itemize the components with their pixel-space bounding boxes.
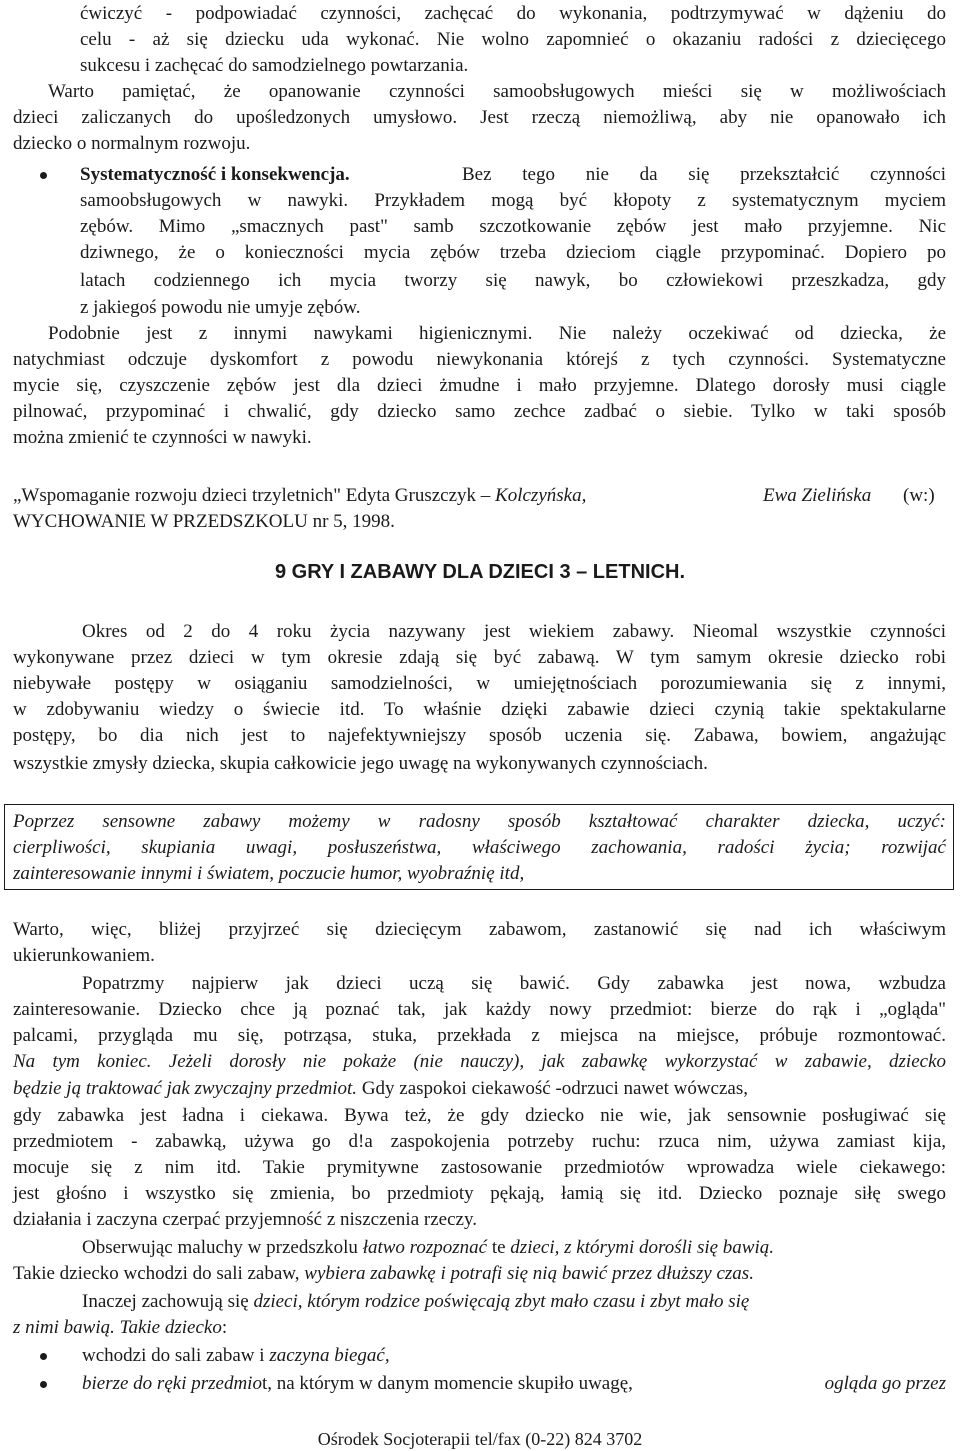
paragraph-line: dzieci zaliczanych do upośledzonych umysłowo. Jest rzeczą niemożliwą, aby nie opanowało ich <box>13 107 946 128</box>
paragraph-line: w zdobywaniu wiedzy o świecie itd. To właśnie dzięki zabawie dzieci czynią takie spektakularne <box>13 699 946 720</box>
bullet-dot <box>40 1381 47 1388</box>
paragraph-line <box>82 1236 774 1260</box>
paragraph-line: Warto, więc, bliżej przyjrzeć się dziecięcym zabawom, zastanowić się nad ich właściwym <box>13 919 946 940</box>
paragraph-line: sukcesu i zachęcać do samodzielnego powtarzania. <box>80 55 469 76</box>
bullet-dot <box>40 172 47 179</box>
paragraph-line: Poprzez sensowne zabawy możemy w radosny sposób kształtować charakter dziecka, uczyć: <box>13 811 946 832</box>
paragraph-line: cierpliwości, skupiania uwagi, posłuszeństwa, właściwego zachowania, radości życia; rozwijać <box>13 837 946 858</box>
paragraph-line: samoobsługowych w nawyki. Przykładem mogą być kłopoty z systematycznym myciem <box>80 190 946 211</box>
citation-author: Kolczyńska, <box>495 485 587 506</box>
paragraph-line: zainteresowanie. Dziecko chce ją poznać tak, jak każdy nowy przedmiot: bierze do rąk i „ogląda" <box>13 999 946 1020</box>
paragraph-line: wykonywane przez dzieci w tym okresie zdają się być zabawą. W tym samym okresie dziecko robi <box>13 647 946 668</box>
italic-text: dzieci, którym rodzice poświęcają zbyt mało czasu i zbyt mało się <box>253 1291 750 1312</box>
citation-line <box>13 484 946 508</box>
paragraph-line: można zmienić te czynności w nawyki. <box>13 427 312 448</box>
paragraph-line: ukierunkowaniem. <box>13 945 155 966</box>
paragraph-line: ćwiczyć - podpowiadać czynności, zachęcać do wykonania, podtrzymywać w dążeniu do <box>80 3 946 24</box>
paragraph-line: wszystkie zmysły dziecka, skupia całkowicie jego uwagę na wykonywanych czynnościach. <box>13 753 708 774</box>
paragraph-line: WYCHOWANIE W PRZEDSZKOLU nr 5, 1998. <box>13 511 395 532</box>
section-heading: 9 GRY I ZABAWY DLA DZIECI 3 – LETNICH. <box>274 561 686 583</box>
text: t, na którym w danym momencie skupiło uwagę, <box>261 1373 633 1394</box>
italic-text: ogląda go przez <box>824 1373 946 1394</box>
paragraph-line: mocuje się z nim itd. Takie prymitywne zastosowanie przedmiotów wprowadza wiele ciekawego: <box>13 1157 946 1178</box>
text: Inaczej zachowują się <box>82 1291 254 1312</box>
paragraph-line <box>13 1316 227 1340</box>
highlight-box <box>4 804 954 890</box>
bullet-dot <box>40 1353 47 1360</box>
bullet-item <box>82 1344 390 1368</box>
italic-text: będzie ją traktować jak zwyczajny przedmiot. <box>13 1078 358 1099</box>
paragraph-line: Na tym koniec. Jeżeli dorosły nie pokaże (nie nauczy), jak zabawkę wykorzystać w zabawie, dziecko <box>13 1051 946 1072</box>
page-footer: Ośrodek Socjoterapii tel/fax (0-22) 824 3702 <box>317 1429 643 1449</box>
paragraph-line: natychmiast odczuje dyskomfort z powodu niewykonania którejś z tych czynności. Systematyczne <box>13 349 946 370</box>
paragraph-line: mycie się, czyszczenie zębów jest dla dzieci żmudne i mało przyjemne. Dlatego dorosły musi ciągle <box>13 375 946 396</box>
paragraph-line: jest głośno i wszystko się zmienia, bo przedmioty pękają, łamią się itd. Dziecko poznaje siłę swego <box>13 1183 946 1204</box>
paragraph-line: dziwnego, że o konieczności mycia zębów trzeba dzieciom ciągle przypominać. Dopiero po <box>80 242 946 263</box>
bullet-item <box>82 1372 946 1396</box>
paragraph-line: Popatrzmy najpierw jak dzieci uczą się bawić. Gdy zabawka jest nowa, wzbudza <box>82 973 946 994</box>
paragraph-line: pilnować, przypominać i chwalić, gdy dziecko samo zechce zadbać o siebie. Tylko w taki sposób <box>13 401 946 422</box>
paragraph-line: latach codziennego ich mycia tworzy się nawyk, bo człowiekowi przeszkadza, gdy <box>80 270 946 291</box>
text: Takie dziecko wchodzi do sali zabaw, <box>13 1263 305 1284</box>
italic-text: bierze do ręki przedmio <box>82 1373 262 1394</box>
paragraph-line: palcami, przygląda mu się, potrząsa, stuka, przekłada z miejsca na miejsce, próbuje rozmontować. <box>13 1025 946 1046</box>
bullet-heading <box>80 163 350 187</box>
paragraph-line: postępy, bo dia nich jest to najefektywniejszy sposób uczenia się. Zabawa, bowiem, angażując <box>13 725 946 746</box>
italic-text: wybiera zabawkę i potrafi się nią bawić przez dłuższy czas. <box>304 1263 754 1284</box>
paragraph-line: Podobnie jest z innymi nawykami higienicznymi. Nie należy oczekiwać od dziecka, że <box>48 323 946 344</box>
paragraph-line <box>13 1077 946 1101</box>
italic-text: z nimi bawią. Takie dziecko <box>13 1317 222 1338</box>
paragraph-line <box>82 1290 749 1314</box>
text: : <box>221 1317 228 1338</box>
text: Gdy zaspokoi ciekawość -odrzuci nawet wówczas, <box>357 1078 749 1099</box>
paragraph-line: Okres od 2 do 4 roku życia nazywany jest wiekiem zabawy. Nieomal wszystkie czynności <box>82 621 946 642</box>
paragraph-line: dziecko o normalnym rozwoju. <box>13 133 251 154</box>
paragraph-line: celu - aż się dziecku uda wykonać. Nie wolno zapomnieć o okazaniu radości z dziecięcego <box>80 29 946 50</box>
citation-text: „Wspomaganie rozwoju dzieci trzyletnich" Edyta Gruszczyk – <box>13 485 496 506</box>
italic-text: dzieci, z którymi dorośli się bawią. <box>510 1237 774 1258</box>
paragraph-line: z jakiegoś powodu nie umyje zębów. <box>80 297 361 318</box>
paragraph-line: zainteresowanie innymi i światem, poczucie humor, wyobraźnię itd, <box>13 863 525 884</box>
citation-author-2: Ewa Zielińska <box>763 485 872 506</box>
paragraph-line: niebywałe postępy w osiąganiu samodzielności, w umiejętnościach porozumiewania się z innymi, <box>13 673 946 694</box>
text: te <box>487 1237 511 1258</box>
text: Obserwując maluchy w przedszkolu <box>82 1237 363 1258</box>
text: wchodzi do sali zabaw i <box>82 1345 270 1366</box>
paragraph-line: Bez tego nie da się przekształcić czynności <box>462 164 946 185</box>
citation-in: (w:) <box>903 485 935 506</box>
paragraph-line <box>13 1262 754 1286</box>
paragraph-line: Warto pamiętać, że opanowanie czynności samoobsługowych mieści się w możliwościach <box>48 81 946 102</box>
italic-text: zaczyna biegać, <box>269 1345 390 1366</box>
bold-term: Systematyczność i konsekwencja. <box>80 164 350 185</box>
paragraph-line: działania i zaczyna czerpać przyjemność z niszczenia rzeczy. <box>13 1209 477 1230</box>
italic-text: łatwo rozpoznać <box>362 1237 488 1258</box>
paragraph-line: przedmiotem - zabawką, używa go d!a zaspokojenia potrzeby ruchu: rzuca nim, używa zamiast kija, <box>13 1131 946 1152</box>
paragraph-line: gdy zabawka jest ładna i ciekawa. Bywa też, że gdy dziecko nie wie, jak sensownie posługiwać się <box>13 1105 946 1126</box>
paragraph-line: zębów. Mimo „smacznych past" samb szczotkowanie zębów jest mało przyjemne. Nic <box>80 216 946 237</box>
